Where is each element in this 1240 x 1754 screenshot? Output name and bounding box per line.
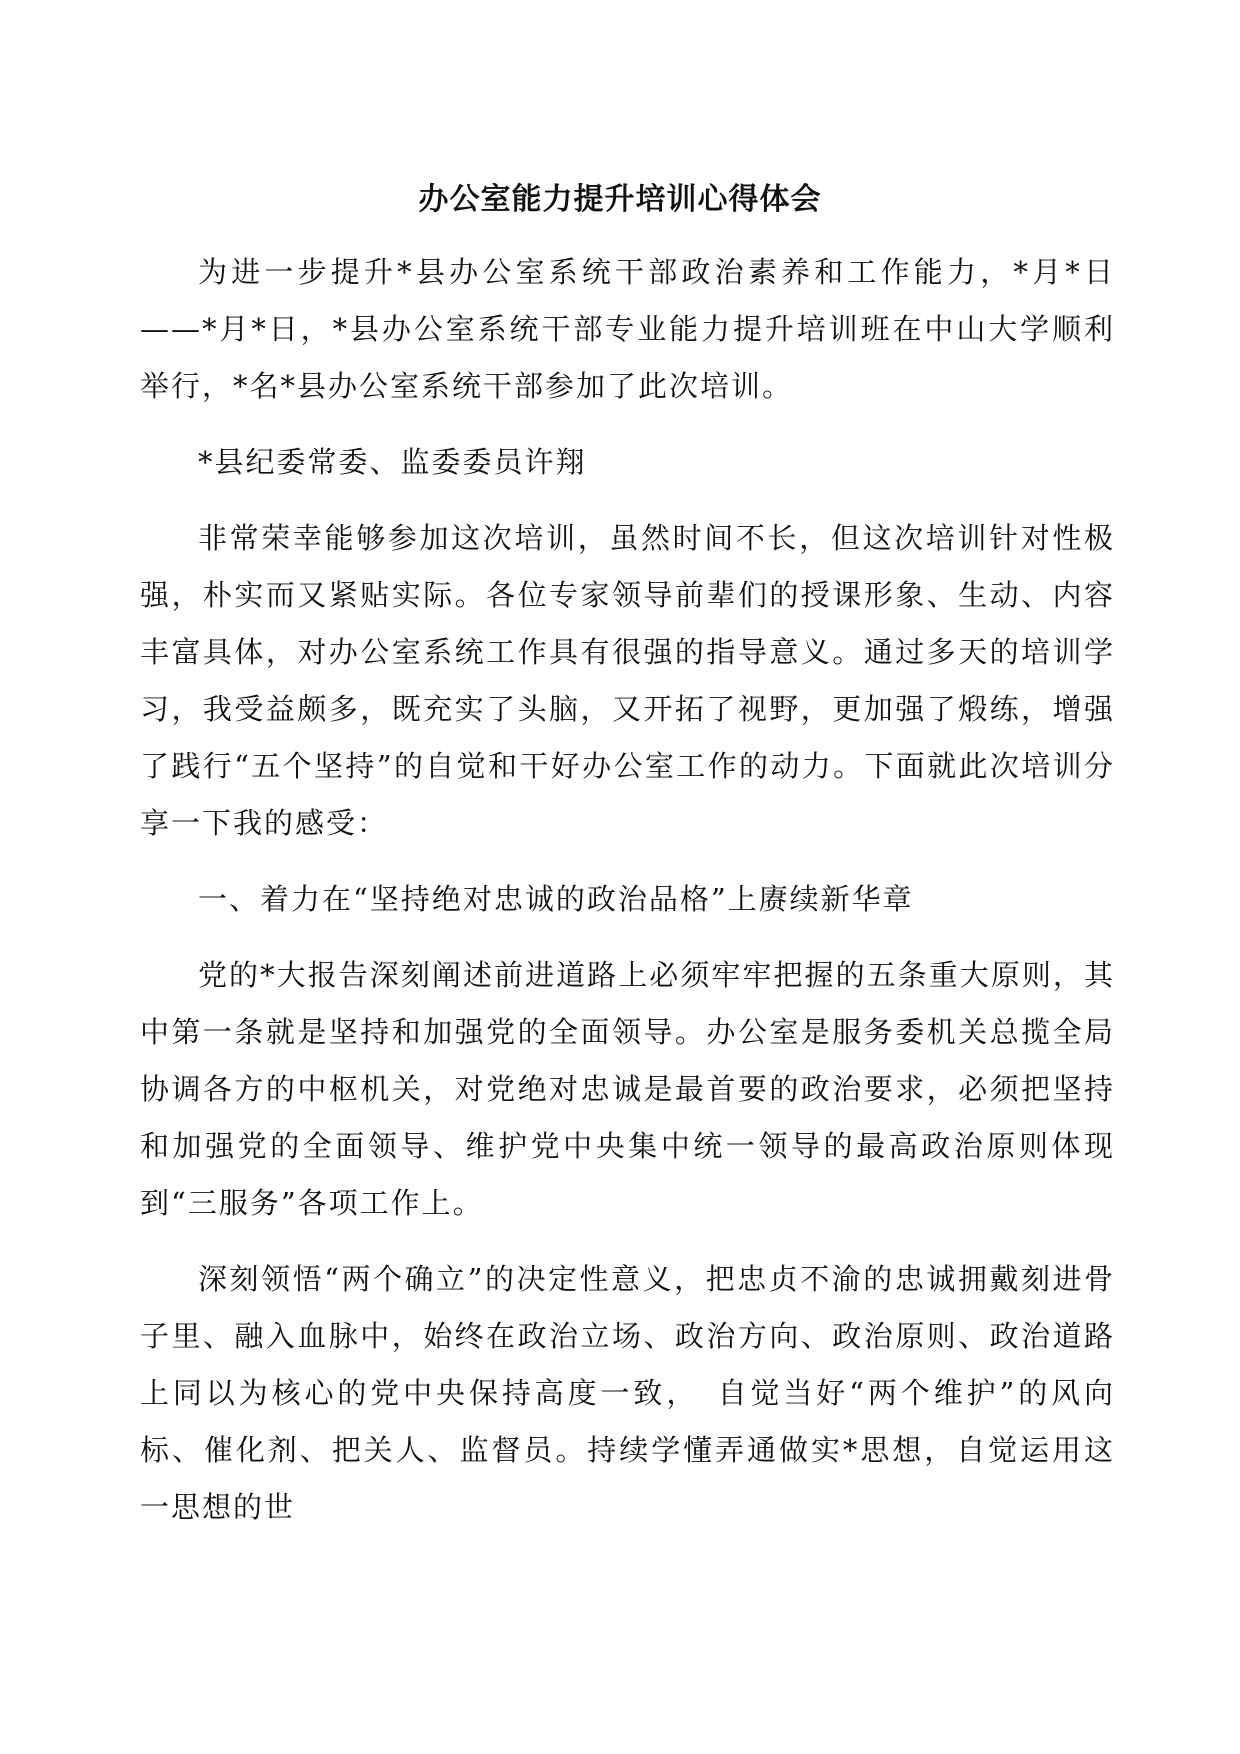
document-body	[140, 244, 1115, 1555]
section-heading-1: 一、着力在“坚持绝对忠诚的政治品格”上赓续新华章	[198, 882, 914, 916]
paragraph-speaker: *县纪委常委、监委委员许翔	[198, 445, 587, 479]
paragraph-section-1-b: 深刻领悟“两个确立”的决定性意义，把忠贞不渝的忠诚拥戴刻进骨子里、融入血脉中，始终在政治立场、政治方向、政治原则、政治道路上同以为核心的党中央保持高度一致， 自觉当好“两个维护”的风向标、催化剂、把关人、监督员。持续学懂弄通做实*思想，自觉运用这一思想的世	[140, 1262, 1115, 1524]
paragraph-section-1-a: 党的*大报告深刻阐述前进道路上必须牢牢把握的五条重大原则，其中第一条就是坚持和加强党的全面领导。办公室是服务委机关总揽全局协调各方的中枢机关，对党绝对忠诚是最首要的政治要求，必须把坚持和加强党的全面领导、维护党中央集中统一领导的最高政治原则体现到“三服务”各项工作上。	[140, 958, 1115, 1220]
document-title: 办公室能力提升培训心得体会	[418, 182, 822, 217]
paragraph-intro: 为进一步提升*县办公室系统干部政治素养和工作能力，*月*日——*月*日，*县办公室系统干部专业能力提升培训班在中山大学顺利举行，*名*县办公室系统干部参加了此次培训。	[140, 255, 1115, 403]
paragraph-reflection: 非常荣幸能够参加这次培训，虽然时间不长，但这次培训针对性极强，朴实而又紧贴实际。各位专家领导前辈们的授课形象、生动、内容丰富具体，对办公室系统工作具有很强的指导意义。通过多天的培训学习，我受益颇多，既充实了头脑，又开拓了视野，更加强了煅练，增强了践行“五个坚持”的自觉和干好办公室工作的动力。下面就此次培训分享一下我的感受：	[140, 521, 1115, 840]
